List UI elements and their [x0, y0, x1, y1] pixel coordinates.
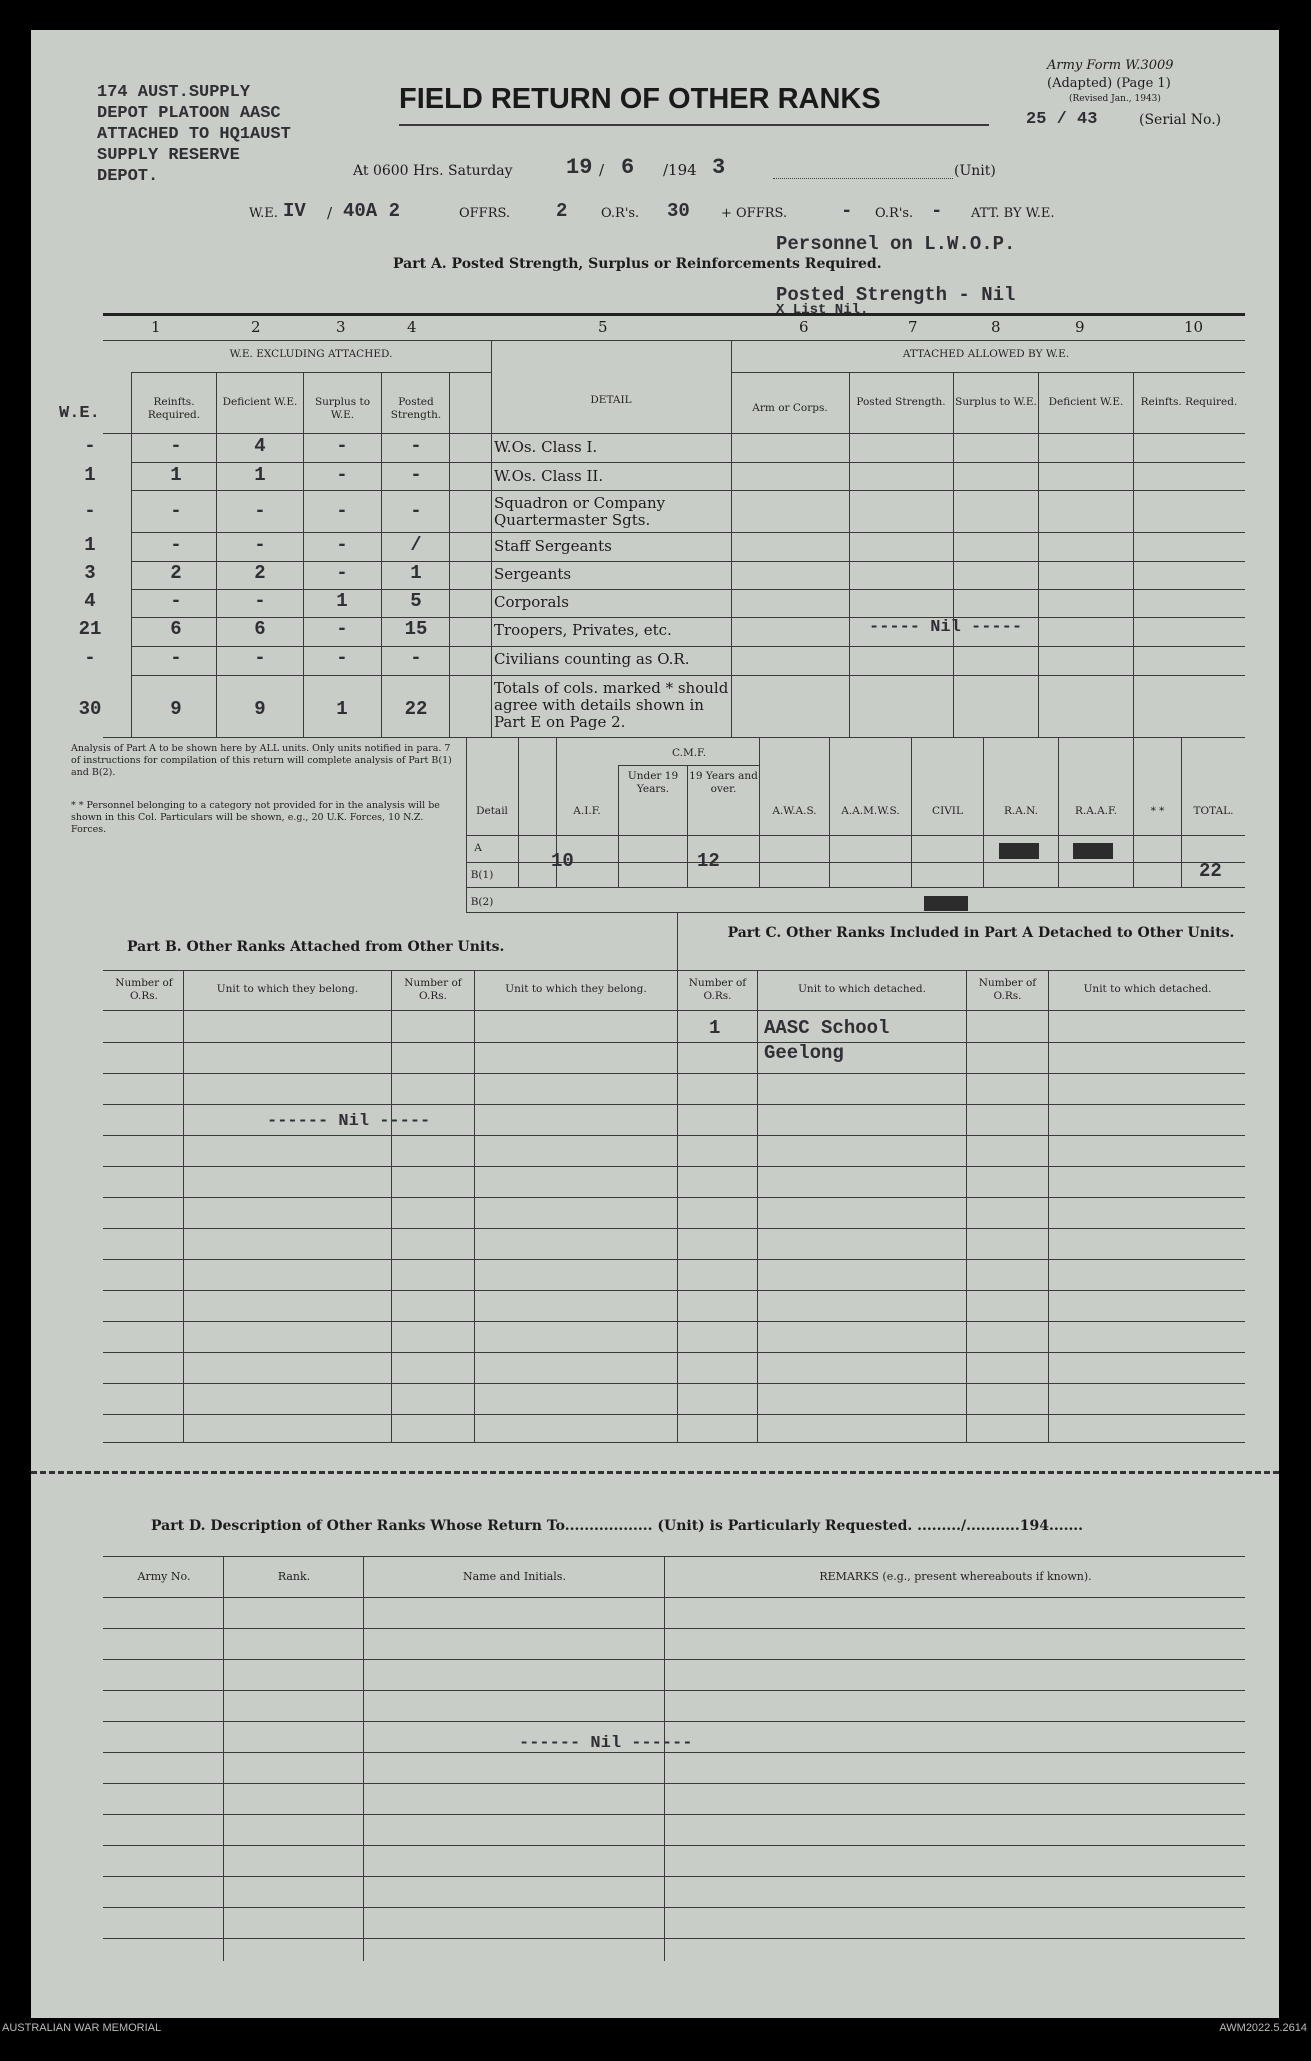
grid-line [449, 372, 450, 737]
part-b-title: Part B. Other Ranks Attached from Other Units. [127, 939, 505, 955]
unit-block [97, 82, 291, 187]
unit-line: DEPOT PLATOON AASC [97, 104, 281, 123]
grid-line [1133, 372, 1134, 737]
row-value: 6 [254, 618, 266, 640]
col-num: 5 [598, 318, 608, 336]
grid-line [103, 1907, 1245, 1908]
grid-line [131, 675, 1245, 676]
part-d-col: REMARKS (e.g., present whereabouts if known). [819, 1570, 1092, 1583]
grid-line [103, 1135, 1245, 1136]
footer-right: AWM2022.5.2614 [1219, 2022, 1307, 2034]
unit-dotline [773, 178, 953, 179]
tear-line [31, 1471, 1279, 1474]
offrs-label: OFFRS. [459, 206, 511, 221]
part-d-col: Rank. [277, 1570, 311, 1583]
we-label: W.E. [249, 206, 278, 221]
row-value: - [84, 500, 96, 522]
grid-line [466, 912, 1245, 913]
redaction-mark [924, 896, 968, 911]
row-value: 4 [254, 435, 266, 457]
grid-line [103, 1556, 1245, 1557]
grid-line [103, 1010, 1245, 1011]
grid-line [103, 1352, 1245, 1353]
right-group-header: ATTACHED ALLOWED BY W.E. [902, 348, 1070, 360]
part-a-typed-3: X List Nil. [776, 302, 869, 318]
offrs-value: 2 [556, 200, 568, 222]
row-value: / [410, 534, 422, 556]
grid-line [103, 1321, 1245, 1322]
analysis-note: Analysis of Part A to be shown here by ALL units. Only units notified in para. 7 of instructions for compilation of this return will complete analysis of Part B(1) and B(2). [71, 743, 452, 778]
analysis-note-2: * * Personnel belonging to a category not provided for in the analysis will be shown in this Col. Particulars will be shown, e.g., 20 U.K. Forces, 10 N.Z. Forces. [71, 800, 440, 835]
row-value: - [254, 590, 266, 612]
col-header-we: W.E. [59, 404, 100, 423]
grid-line [103, 433, 1245, 434]
row-value: - [336, 618, 348, 640]
row-value: - [170, 534, 182, 556]
col-num: 9 [1075, 318, 1085, 336]
offrs2-label: + OFFRS. [721, 206, 788, 221]
grid-line [103, 1042, 1245, 1043]
grid-line [131, 646, 1245, 647]
grid-line [103, 1073, 1245, 1074]
grid-line [131, 589, 1245, 590]
row-value: - [336, 534, 348, 556]
analysis-detail: Detail [476, 805, 508, 817]
row-value: 1 [254, 464, 266, 486]
grid-line [103, 1845, 1245, 1846]
grid-line [103, 1814, 1245, 1815]
row-value: 9 [254, 698, 266, 720]
grid-line [518, 737, 519, 887]
row-value: - [410, 500, 422, 522]
col-num: 8 [991, 318, 1001, 336]
analysis-aif: A.I.F. [573, 805, 601, 817]
grid-line [223, 1556, 224, 1961]
grid-line [466, 862, 1245, 863]
grid-line [677, 912, 678, 1442]
grid-line [103, 1104, 1245, 1105]
unit-line: SUPPLY RESERVE [97, 146, 240, 165]
grid-line [466, 835, 1245, 836]
row-detail: W.Os. Class I. [494, 438, 598, 456]
redaction-mark [999, 843, 1039, 859]
analysis-stars: * * [1150, 805, 1165, 817]
analysis-total: TOTAL. [1193, 805, 1234, 817]
part-c-title: Part C. Other Ranks Included in Part A Detached to Other Units. [727, 925, 1235, 941]
row-value: 1 [336, 590, 348, 612]
grid-line [103, 1783, 1245, 1784]
grid-line [363, 1556, 364, 1961]
row-value: - [170, 647, 182, 669]
analysis-row-label: B(1) [470, 869, 494, 881]
offrs2-value: - [841, 200, 853, 222]
row-value: 4 [84, 590, 96, 612]
grid-line [103, 1442, 1245, 1443]
part-c-entry-unit: AASC School [764, 1017, 890, 1039]
grid-line [103, 1938, 1245, 1939]
part-c-col: Unit to which detached. [1083, 983, 1212, 995]
grid-line [131, 372, 132, 737]
row-value: - [410, 464, 422, 486]
grid-line [131, 532, 1245, 533]
row-value: 1 [410, 562, 422, 584]
row-value: - [254, 534, 266, 556]
form-revised: (Revised Jan., 1943) [1069, 94, 1161, 104]
part-c-col: Number of O.Rs. [978, 977, 1037, 1002]
row-value: - [254, 500, 266, 522]
col-header-reinfts-att: Reinfts. Required. [1140, 396, 1238, 408]
left-group-header: W.E. EXCLUDING ATTACHED. [229, 348, 393, 360]
part-d-col: Name and Initials. [463, 1570, 566, 1583]
col-header-posted-att: Posted Strength. [856, 396, 946, 408]
row-value: - [170, 500, 182, 522]
ors-value: 30 [667, 200, 690, 222]
row-value: 1 [84, 534, 96, 556]
col-header-reinfts: Reinfts. Required. [147, 396, 201, 421]
analysis-ran: R.A.N. [1003, 805, 1039, 817]
col-header-surplus-att: Surplus to W.E. [955, 396, 1037, 408]
form-sheet [31, 30, 1279, 2018]
row-value: 22 [404, 698, 428, 720]
row-detail: Corporals [494, 593, 569, 611]
date-year-prefix: /194 [663, 161, 697, 179]
grid-line [103, 1197, 1245, 1198]
grid-line [103, 1876, 1245, 1877]
grid-line [103, 1166, 1245, 1167]
grid-line [303, 372, 304, 737]
we-value2: 40A 2 [343, 200, 401, 222]
grid-line [103, 1628, 1245, 1629]
part-a-typed-2: Posted Strength - Nil [776, 284, 1016, 306]
grid-line [757, 970, 758, 1442]
grid-line [381, 372, 382, 737]
analysis-a-over19: 12 [697, 850, 720, 872]
grid-line [618, 765, 759, 766]
att-label: ATT. BY W.E. [971, 206, 1055, 221]
analysis-row-label: A [474, 842, 482, 854]
analysis-raaf: R.A.A.F. [1074, 805, 1118, 817]
analysis-a-total: 22 [1199, 860, 1222, 882]
we-value: IV [283, 200, 306, 222]
grid-line [849, 372, 850, 737]
row-detail: Sergeants [494, 565, 572, 583]
grid-line [103, 1290, 1245, 1291]
grid-line [103, 1659, 1245, 1660]
analysis-under19: Under 19 Years. [627, 770, 679, 795]
row-value: 6 [170, 618, 182, 640]
part-c-entry-unit-2: Geelong [764, 1042, 844, 1064]
grid-line [103, 340, 1245, 341]
date-day: 19 [566, 155, 593, 180]
unit-line: 174 AUST.SUPPLY [97, 83, 251, 102]
grid-line [391, 970, 392, 1442]
grid-line [474, 970, 475, 1442]
serial-value: 25 / 43 [1026, 110, 1098, 129]
col-num: 2 [251, 318, 261, 336]
grid-line [103, 737, 1245, 738]
date-year: 3 [712, 155, 726, 180]
row-value: 1 [84, 464, 96, 486]
col-header-deficient-att: Deficient W.E. [1048, 396, 1124, 408]
part-d-nil: ------ Nil ------ [519, 1734, 693, 1753]
grid-line [103, 1597, 1245, 1598]
row-value: - [336, 647, 348, 669]
analysis-over19: 19 Years and over. [689, 770, 758, 795]
row-detail: Civilians counting as O.R. [494, 650, 690, 668]
col-num: 10 [1184, 318, 1204, 336]
row-value: - [84, 647, 96, 669]
row-detail-totals: Totals of cols. marked * should agree with details shown in Part E on Page 2. [494, 679, 729, 731]
row-value: - [336, 464, 348, 486]
row-value: 2 [254, 562, 266, 584]
grid-line [103, 1690, 1245, 1691]
unit-line: DEPOT. [97, 167, 159, 186]
grid-line [103, 1259, 1245, 1260]
row-value: 21 [78, 618, 102, 640]
row-value: - [170, 590, 182, 612]
part-b-col: Unit to which they belong. [216, 983, 359, 995]
part-d-col: Army No. [137, 1570, 191, 1583]
date-sep: / [599, 161, 605, 179]
redaction-mark [1073, 843, 1113, 859]
part-b-col: Number of O.Rs. [115, 977, 173, 1002]
row-value: 1 [170, 464, 182, 486]
title-underline [399, 124, 989, 126]
row-detail: Squadron or Company Quartermaster Sgts. [494, 494, 666, 529]
or2-label: O.R's. [875, 206, 914, 221]
part-b-col: Unit to which they belong. [505, 983, 647, 995]
grid-line [1048, 970, 1049, 1442]
row-detail: Troopers, Privates, etc. [494, 621, 672, 639]
form-title: FIELD RETURN OF OTHER RANKS [399, 83, 881, 115]
unit-label: (Unit) [954, 163, 996, 179]
part-a-title: Part A. Posted Strength, Surplus or Reinforcements Required. [393, 256, 882, 272]
part-d-title: Part D. Description of Other Ranks Whose Return To.................. (Unit) is Particularly Requested. ........./...........194....... [151, 1518, 1084, 1534]
col-header-detail: DETAIL [590, 394, 632, 406]
col-num: 1 [151, 318, 161, 336]
row-value: - [336, 500, 348, 522]
serial-label: (Serial No.) [1139, 112, 1222, 128]
col-header-surplus: Surplus to W.E. [314, 396, 371, 421]
col-header-arm: Arm or Corps. [752, 402, 828, 414]
analysis-a-aif: 10 [551, 850, 574, 872]
grid-line [466, 887, 467, 912]
part-c-entry-num: 1 [709, 1017, 721, 1039]
we-sep: / [327, 204, 333, 222]
grid-line [131, 561, 1245, 562]
grid-line [664, 1556, 665, 1961]
analysis-awas: A.W.A.S. [772, 805, 817, 817]
part-b-col: Number of O.Rs. [404, 977, 462, 1002]
analysis-row-label: B(2) [470, 896, 494, 908]
grid-line [103, 1414, 1245, 1415]
row-value: - [336, 435, 348, 457]
row-value: 3 [84, 562, 96, 584]
unit-line: ATTACHED TO HQ1AUST [97, 125, 291, 144]
grid-line [966, 970, 967, 1442]
grid-line [103, 1383, 1245, 1384]
grid-line [103, 1228, 1245, 1229]
row-value: 15 [404, 618, 428, 640]
row-value: 5 [410, 590, 422, 612]
row-value: 1 [336, 698, 348, 720]
time-day-label: At 0600 Hrs. Saturday [353, 163, 513, 179]
grid-line [183, 970, 184, 1442]
row-value: 30 [78, 698, 102, 720]
grid-line [103, 970, 1245, 971]
row-detail: Staff Sergeants [494, 537, 612, 555]
analysis-aamws: A.A.M.W.S. [841, 805, 900, 817]
col-num: 4 [407, 318, 417, 336]
col-num: 3 [336, 318, 346, 336]
grid-line [491, 340, 492, 737]
grid-line [103, 1721, 1245, 1722]
attached-nil: ----- Nil ----- [869, 618, 1023, 637]
grid-line [953, 372, 954, 737]
col-num: 6 [799, 318, 809, 336]
grid-line [131, 372, 491, 373]
col-num: 7 [908, 318, 918, 336]
grid-line [1038, 372, 1039, 737]
grid-line [131, 617, 1245, 618]
grid-line [466, 887, 1245, 888]
col-header-deficient: Deficient W.E. [222, 396, 298, 408]
part-c-col: Number of O.Rs. [688, 977, 747, 1002]
part-b-nil: ------ Nil ----- [267, 1112, 431, 1131]
row-value: - [410, 647, 422, 669]
row-value: - [84, 435, 96, 457]
row-value: - [170, 435, 182, 457]
row-value: - [254, 647, 266, 669]
row-value: - [336, 562, 348, 584]
part-c-col: Unit to which detached. [798, 983, 926, 995]
grid-line [216, 372, 217, 737]
ors-label: O.R's. [601, 206, 640, 221]
part-a-typed-1: Personnel on L.W.O.P. [776, 233, 1016, 255]
form-name: Army Form W.3009 [1047, 58, 1174, 73]
footer-left: AUSTRALIAN WAR MEMORIAL [2, 2022, 162, 2034]
row-value: - [410, 435, 422, 457]
grid-line [131, 462, 1245, 463]
or2-value: - [931, 200, 943, 222]
row-value: 2 [170, 562, 182, 584]
row-value: 9 [170, 698, 182, 720]
date-month: 6 [621, 155, 635, 180]
grid-line [131, 490, 1245, 491]
grid-line [731, 372, 1245, 373]
analysis-cmf: C.M.F. [671, 747, 707, 759]
col-header-posted: Posted Strength. [390, 396, 442, 421]
form-adapted: (Adapted) (Page 1) [1047, 76, 1171, 91]
row-detail: W.Os. Class II. [494, 467, 604, 485]
analysis-civil: CIVIL [932, 805, 963, 817]
top-rule [103, 313, 1245, 316]
